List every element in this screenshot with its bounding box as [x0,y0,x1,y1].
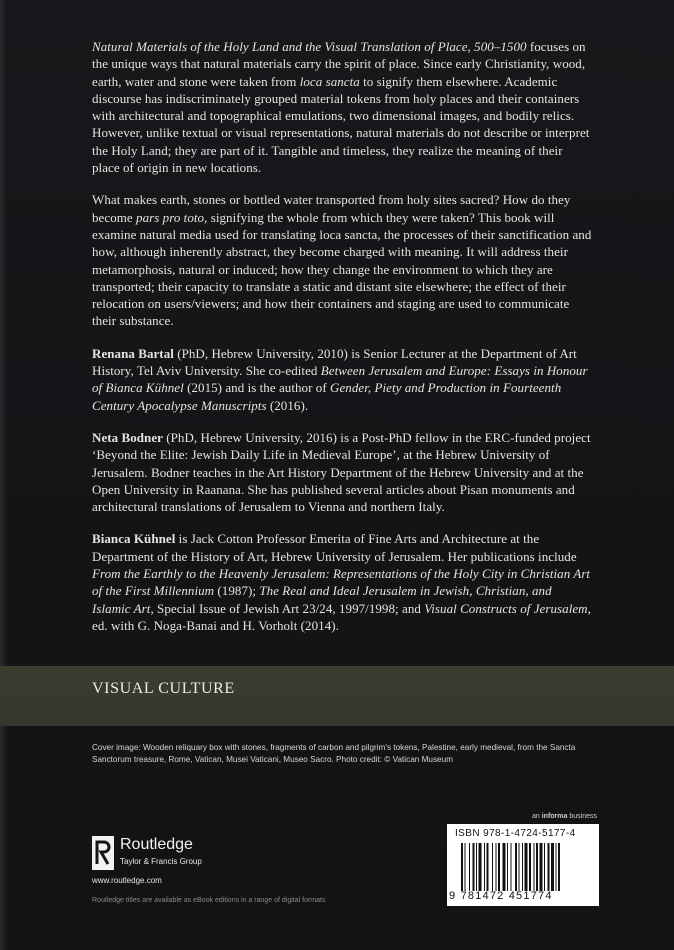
routledge-r-icon [92,836,114,870]
bio-kuhnel: Bianca Kühnel is Jack Cotton Professor Emerita of Fine Arts and Architecture at the Department of the History of Art, Hebrew University of Jerusalem. Her publications include From the Earthly to the Heavenly Jerusalem: Representations of the Holy City in Christian Art of the First Millennium (1987); The Real and Ideal Jerusalem in Jewish, Christian, and Islamic Art, Special Issue of Jewish Art 23/24, 1997/1998; and Visual Constructs of Jerusalem, ed. with G. Noga-Banai and H. Vorholt (2014). [92,531,591,633]
blurb-text [92,38,592,649]
spine-edge [0,0,8,950]
cover-credit: Cover image: Wooden reliquary box with stones, fragments of carbon and pilgrim's tokens, Palestine, early medieval, from the Sancta Sanctorum treasure, Rome, Vatican, Musei Vaticani, Museo Sacro. Photo credit: © Vatican Museum [92,743,576,764]
author-name: Renana Bartal [92,345,174,361]
barcode-icon [461,843,593,891]
barcode-digits: 9 781472 451774 [449,890,553,902]
informa-label: an informa business [532,813,597,820]
blurb-paragraph-2: What makes earth, stones or bottled water transported from holy sites sacred? How do they become pars pro toto, signifying the whole from which they were taken? This book will examine natural media used for translating loca sancta, the processes of their sanctification and how, although inherently abstract, they become charged with meaning. It will address their metamorphosis, natural or induced; how they change the environment to which they are transported; their capacity to translate a static and distant site elsewhere; the effect of their relocation on users/viewers; and how their containers and staging are used to communicate their substance. [92,192,592,329]
book-title: Natural Materials of the Holy Land and the Visual Translation of Place, 500–1500 [92,39,527,54]
ebook-note: Routledge titles are available as eBook editions in a range of digital formats [92,897,326,904]
publisher-name: Routledge [120,836,193,853]
series-label: VISUAL CULTURE [92,680,235,697]
author-name: Neta Bodner [92,429,163,445]
blurb-paragraph-1: Natural Materials of the Holy Land and the Visual Translation of Place, 500–1500 focuses on the unique ways that natural materials carry the spirit of place. Since early Christianity, wood, earth, water and stone were taken from loca sancta to signify them elsewhere. Academic discourse has indiscriminately grouped material tokens from holy places and their containers with architectural and topographical emulations, two dimensional images, and bodily relics. However, unlike textual or visual representations, natural materials do not describe or interpret the Holy Land; they are part of it. Tangible and timeless, they realize the meaning of their place of origin in new locations. [92,39,590,176]
author-name: Bianca Kühnel [92,531,176,547]
barcode-box [447,824,599,906]
isbn: ISBN 978-1-4724-5177-4 [455,828,576,839]
publisher-url[interactable]: www.routledge.com [92,876,162,885]
bio-bartal: Renana Bartal (PhD, Hebrew University, 2010) is Senior Lecturer at the Department of Art History, Tel Aviv University. She co-edited Between Jerusalem and Europe: Essays in Honour of Bianca Kühnel (2015) and is the author of Gender, Piety and Production in Fourteenth Century Apocalypse Manuscripts (2016). [92,345,588,413]
publisher-tagline: Taylor & Francis Group [120,857,202,866]
bio-bodner: Neta Bodner (PhD, Hebrew University, 2016) is a Post-PhD fellow in the ERC-funded project ‘Beyond the Elite: Jewish Daily Life in Medieval Europe’, at the Hebrew University of Jerusalem. Bodner teaches in the Art History Department of the Hebrew University and at the Open University in Raanana. She has published several articles about Pisan monuments and architectural translations of Jerusalem to Vienna and northern Italy. [92,429,591,515]
